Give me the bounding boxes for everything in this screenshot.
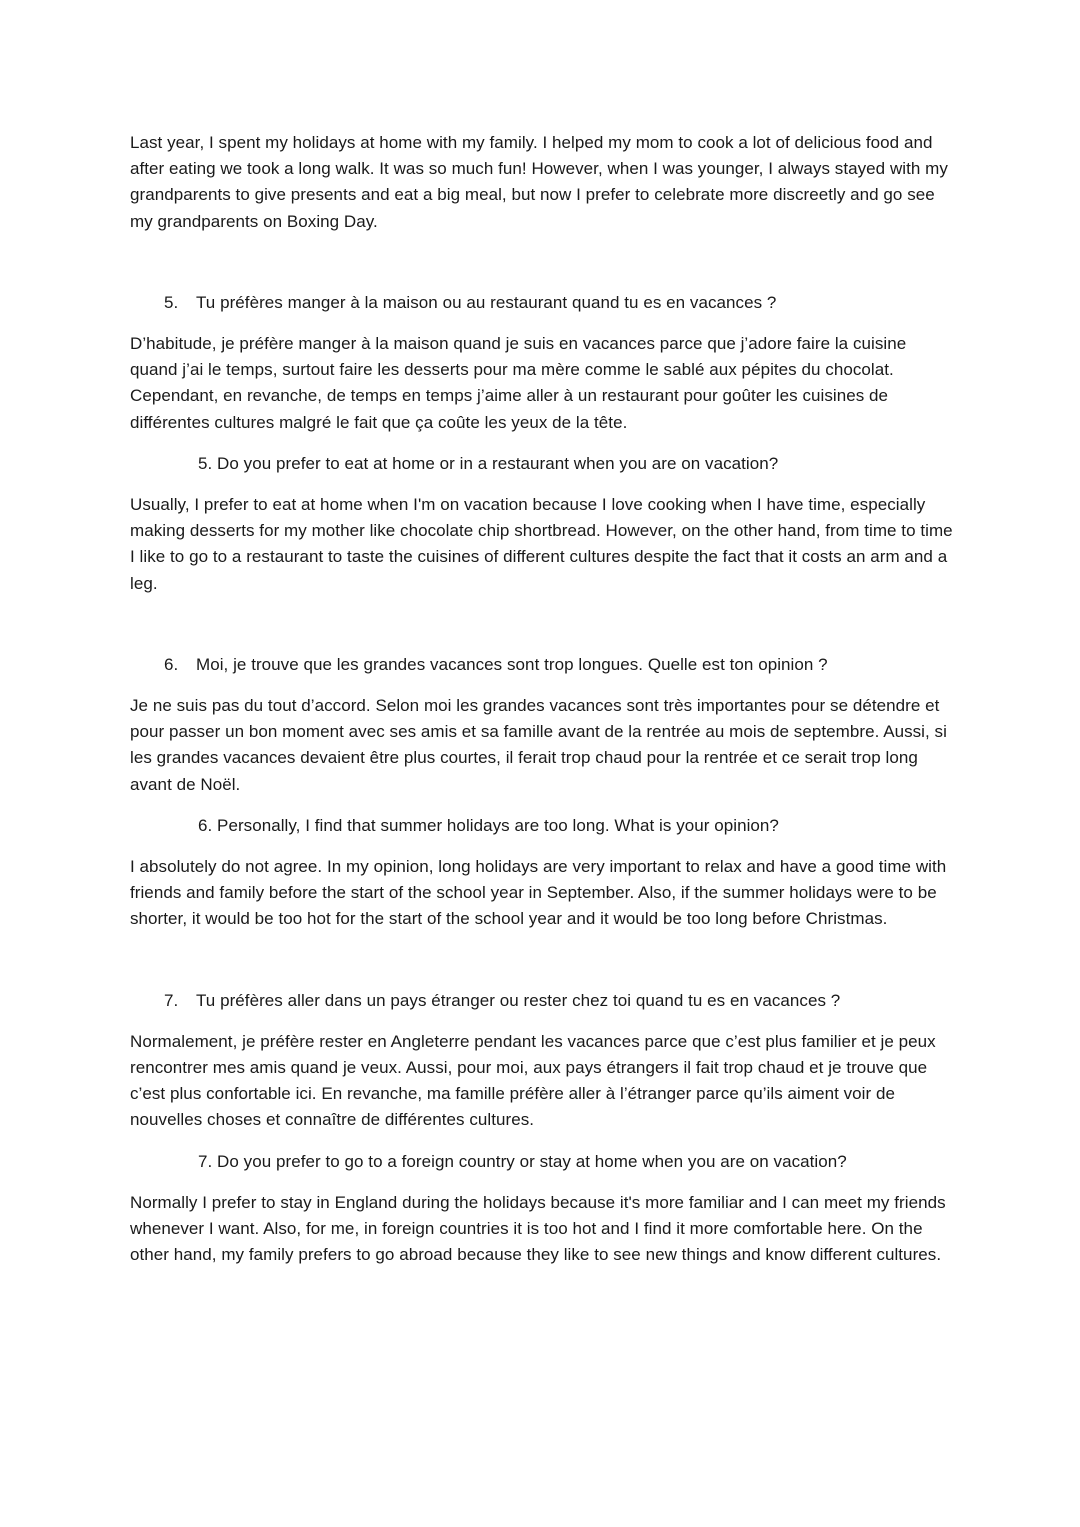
intro-paragraph-en: Last year, I spent my holidays at home with my family. I helped my mom to cook a lot of delicious food and after eating we took a long walk. It was so much fun! However, when I was younger, I always stayed with my grandparents to give presents and eat a big meal, but now I prefer to celebrate more discreetly and go see my grandparents on Boxing Day. [130,133,948,231]
section-q5 [130,290,955,597]
section-q7 [130,988,955,1269]
question-en: 7. Do you prefer to go to a foreign country or stay at home when you are on vacation? [198,1151,847,1171]
answer-en: I absolutely do not agree. In my opinion, long holidays are very important to relax and have a good time with friends and family before the start of the school year in September. Also, if the summer holidays were to be shorter, it would be too hot for the start of the school year and it would be too long before Christmas. [130,857,947,929]
answer-en: Normally I prefer to stay in England during the holidays because it's more familiar and I can meet my friends whenever I want. Also, for me, in foreign countries it is too hot and I find it more comfortable here. On the other hand, my family prefers to go abroad because they like to see new things and know different cultures. [130,1192,946,1265]
question-number: 7. [164,990,179,1010]
answer-en: Usually, I prefer to eat at home when I'm on vacation because I love cooking when I have time, especially making desserts for my mother like chocolate chip shortbread. However, on the other hand, from time to time I like to go to a restaurant to taste the cuisines of different cultures despite the fact that it costs an arm and a leg. [130,495,953,593]
question-fr [130,988,955,1014]
question-text: Tu préfères manger à la maison ou au restaurant quand tu es en vacances ? [196,292,777,312]
question-number: 5. [164,292,179,312]
answer-fr: Normalement, je préfère rester en Angleterre pendant les vacances parce que c’est plus familier et je peux rencontrer mes amis quand je veux. Aussi, pour moi, aux pays étrangers il fait trop chaud et je trouve que c’est plus confortable ici. En revanche, ma famille préfère aller à l’étranger parce qu’ils aiment voir de nouvelles choses et connaître de différentes cultures. [130,1031,936,1130]
document-page [130,130,955,1269]
question-number: 6. [164,654,179,674]
question-fr [130,652,955,678]
question-en: 5. Do you prefer to eat at home or in a restaurant when you are on vacation? [198,453,779,473]
section-q6 [130,652,955,933]
answer-fr: D’habitude, je préfère manger à la maison quand je suis en vacances parce que j’adore faire la cuisine quand j’ai le temps, surtout faire les desserts pour ma mère comme le sablé aux pépites du chocolat. Cependant, en revanche, de temps en temps j’aime aller à un restaurant pour goûter les cuisines de différentes cultures malgré le fait que ça coûte les yeux de la tête. [130,334,907,432]
question-text: Moi, je trouve que les grandes vacances sont trop longues. Quelle est ton opinion ? [196,654,828,674]
question-fr [130,290,955,316]
question-en: 6. Personally, I find that summer holidays are too long. What is your opinion? [198,815,779,835]
question-text: Tu préfères aller dans un pays étranger ou rester chez toi quand tu es en vacances ? [196,990,841,1010]
answer-fr: Je ne suis pas du tout d’accord. Selon moi les grandes vacances sont très importantes pour se détendre et pour passer un bon moment avec ses amis et sa famille avant de la rentrée au mois de septembre. Aussi, si les grandes vacances devaient être plus courtes, il ferait trop chaud pour la rentrée et ce serait trop long avant de Noël. [130,696,947,794]
